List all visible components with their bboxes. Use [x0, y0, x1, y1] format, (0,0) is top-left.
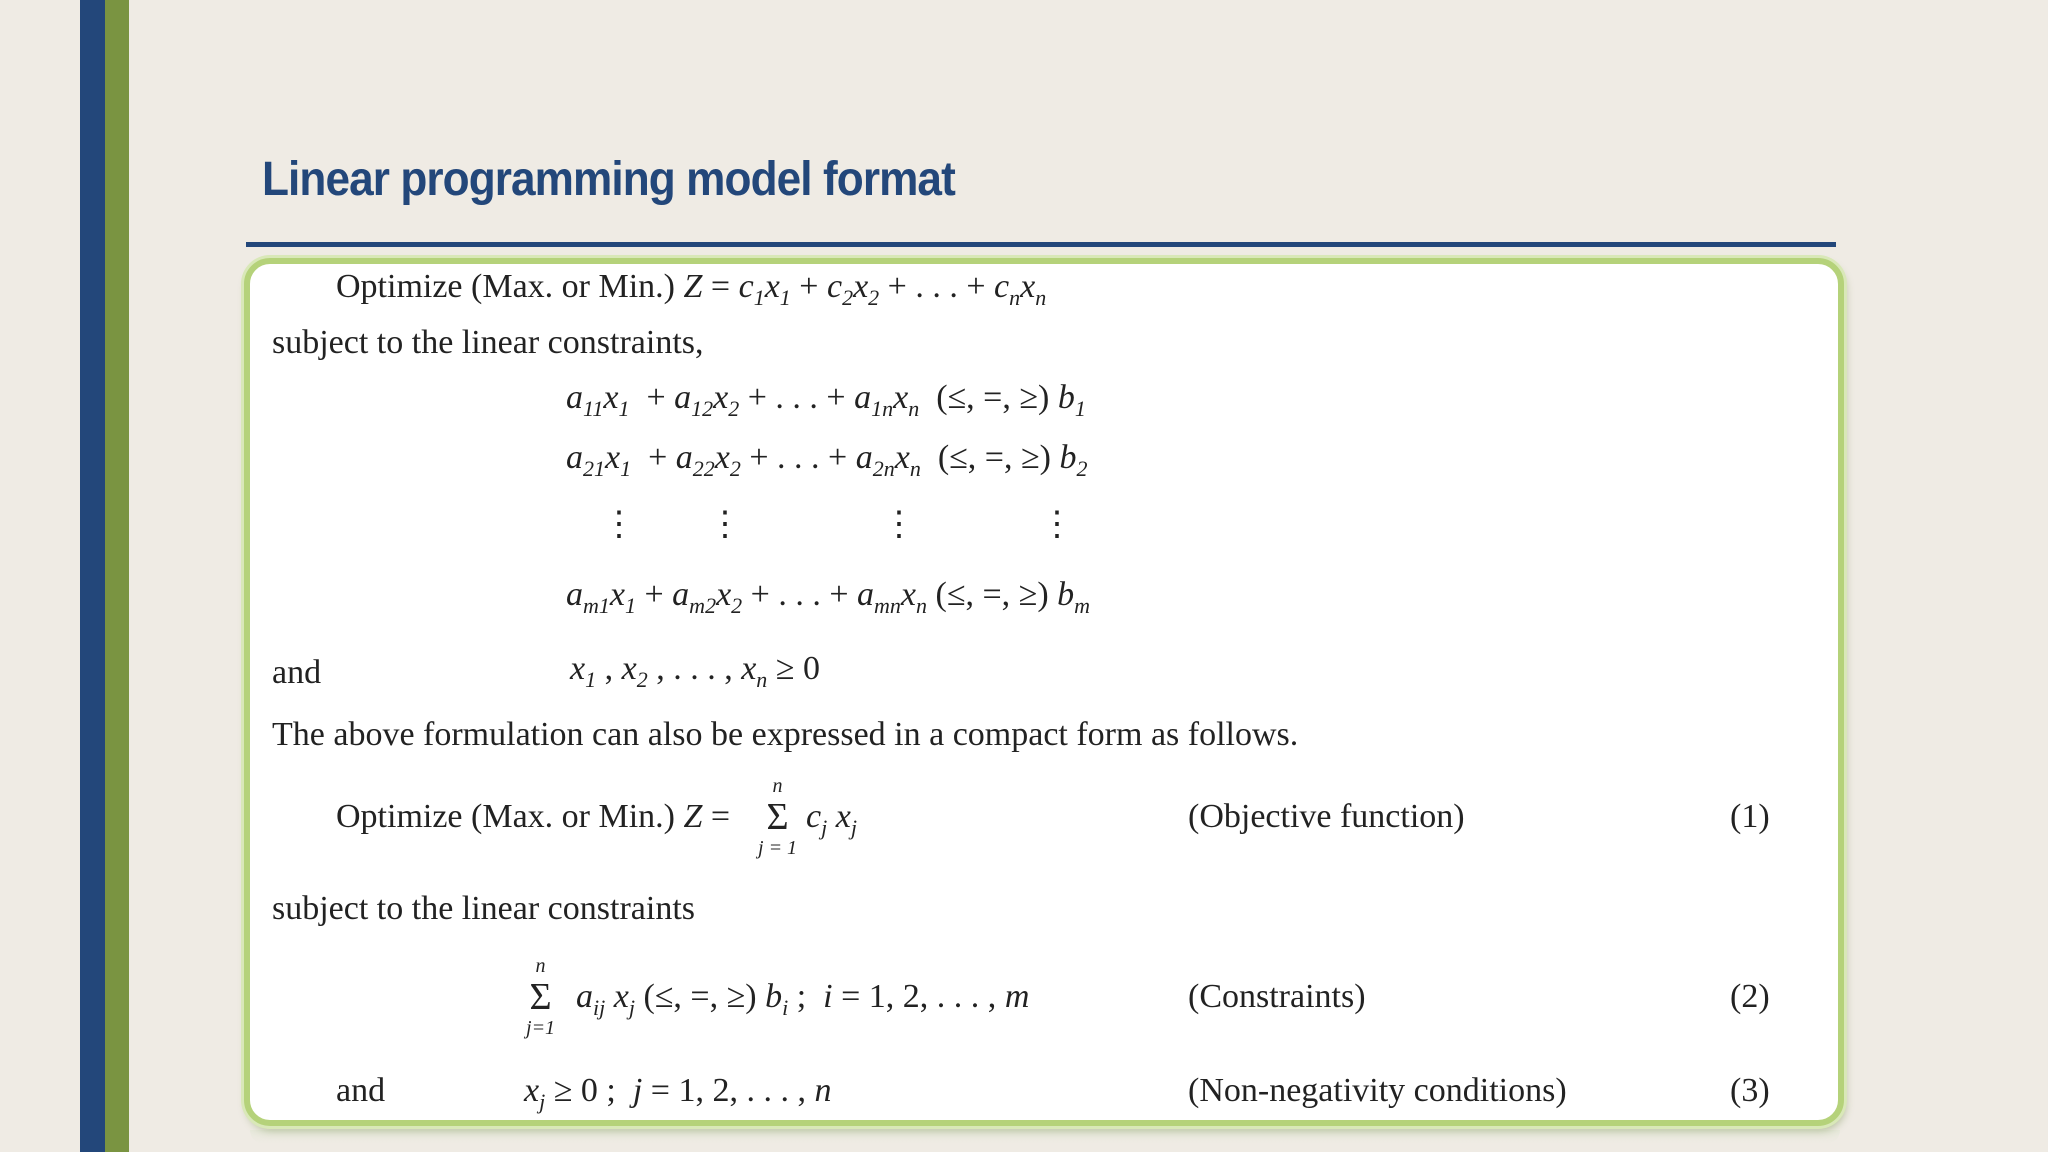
subject-to-text: subject to the linear constraints, — [272, 324, 704, 361]
objective-prefix: Optimize (Max. or Min.) — [336, 268, 684, 305]
left-accent-bar-green — [105, 0, 129, 1152]
constraint-row-1: $a_{11}x_1 + a_{12}x_2$ + . . . + $a_{1n}x_n$ (≤, =, ≥) $b_1$ — [566, 379, 1086, 421]
sum-symbol-objective: n Σ j = 1 — [758, 775, 798, 859]
box-shadow — [250, 1130, 1840, 1144]
compact-intro-text: The above formulation can also be expressed in a compact form as follows. — [272, 716, 1299, 753]
subject-to-text-2: subject to the linear constraints — [272, 890, 695, 927]
objective-function-label: (Objective function) — [1188, 798, 1465, 835]
and-label-2: and — [336, 1072, 386, 1109]
relation-2: (≤, =, ≥) — [937, 439, 1051, 476]
equation-number-2: (2) — [1730, 978, 1770, 1015]
relation-m: (≤, =, ≥) — [935, 576, 1049, 613]
relation-1: (≤, =, ≥) — [936, 379, 1050, 416]
relation-compact: (≤, =, ≥) — [643, 978, 757, 1015]
vdots-2: ⋮ — [708, 506, 742, 543]
compact-objective-prefix: Optimize (Max. or Min.) — [336, 798, 684, 835]
constraints-label: (Constraints) — [1188, 978, 1366, 1015]
vdots-1: ⋮ — [602, 506, 636, 543]
nonneg-label: (Non-negativity conditions) — [1188, 1072, 1567, 1109]
equation-number-1: (1) — [1730, 798, 1770, 835]
nonneg-expression-2: $x_j \ge 0$ ; j = 1, 2, . . . , n — [524, 1072, 832, 1114]
nonneg-expression-1: $x_1$ , $x_2$ , . . . , $x_n \ge 0$ — [570, 650, 820, 692]
and-label-1: and — [272, 654, 322, 691]
equation-number-3: (3) — [1730, 1072, 1770, 1109]
constraints-expression: $a_{ij}$ $x_j$ (≤, =, ≥) $b_i$ ; i = 1, 2, . . . , m — [576, 978, 1030, 1020]
slide-title: Linear programming model format — [262, 153, 955, 206]
vdots-3: ⋮ — [882, 506, 916, 543]
nonneg-rhs-1: ≥ 0 — [775, 650, 820, 687]
left-accent-bar-blue — [80, 0, 105, 1152]
objective-line — [336, 268, 1047, 310]
compact-objective-line: Optimize (Max. or Min.) Z = — [336, 798, 731, 835]
constraint-row-m: $a_{m1}x_1 + a_{m2}x_2$ + . . . + $a_{mn}x_n$ (≤, =, ≥) $b_m$ — [566, 576, 1091, 618]
objective-expression: $Z = c_1x_1 + c_2x_2$ + . . . + $c_nx_n$ — [683, 268, 1047, 310]
title-underline — [246, 242, 1836, 247]
vdots-4: ⋮ — [1040, 506, 1074, 543]
constraint-row-2: $a_{21}x_1 + a_{22}x_2$ + . . . + $a_{2n}x_n$ (≤, =, ≥) $b_2$ — [566, 439, 1088, 481]
objective-summand: $c_j$ $x_j$ — [806, 798, 857, 840]
sum-symbol-constraints: n Σ j=1 — [526, 955, 556, 1039]
